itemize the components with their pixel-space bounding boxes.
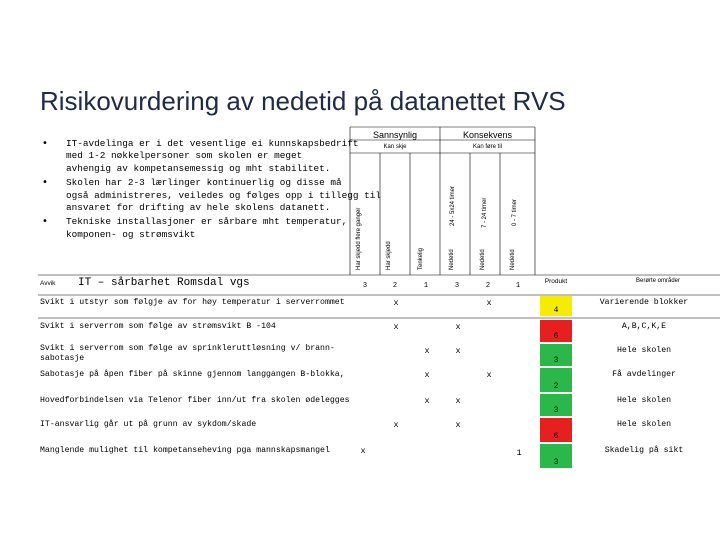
row-label: sabotasje [40, 354, 85, 363]
col-label-6: Nedetid [510, 249, 516, 270]
bullet-line: Skolen har 2-3 lærlinger kontinuerlig og disse må [66, 177, 342, 189]
berorte-value: Hele skolen [616, 420, 672, 429]
row-mark: x [393, 322, 399, 332]
col-number: 2 [392, 282, 398, 290]
col-label-3: Tenkelig [418, 247, 424, 270]
col-sublabel-6: 0 - 7 timer [512, 198, 518, 226]
row-mark: x [486, 370, 492, 380]
produkt-value: 3 [553, 406, 559, 415]
col-number: 1 [515, 282, 521, 290]
sub-konsekvens: Kan føre til [472, 144, 502, 150]
col-number: 1 [423, 282, 429, 290]
group-konsekvens: Konsekvens [462, 130, 513, 140]
bullet-item [42, 177, 382, 214]
row-label: Manglende mulighet til kompetanseheving pga mannskapsmangel [40, 446, 330, 455]
bullet-line: komponen- og strømsvikt [66, 228, 196, 240]
berorte-value: Skadelig på sikt [604, 446, 684, 455]
produkt-value: 6 [553, 332, 559, 341]
berorte-value: Varierende blokker [599, 298, 689, 307]
row-label: Svikt i serverrom som følge av strømsvikt B -104 [40, 322, 276, 331]
col-sublabel-4: 24 - 5x24 timer [450, 185, 456, 226]
row-mark: x [486, 298, 492, 308]
bullet-dot-icon: • [42, 177, 48, 189]
bullet-dot-icon: • [42, 138, 48, 149]
row-mark: x [455, 396, 461, 406]
row-mark: x [393, 420, 399, 430]
berorte-label: Berørte områder [635, 278, 680, 284]
bullet-item [42, 138, 359, 175]
col-label-2: Har skjedd [386, 241, 392, 270]
berorte-value: Hele skolen [616, 396, 672, 405]
col-label-1: Har skjedd flere ganger [356, 207, 362, 270]
col-number: 3 [362, 282, 368, 290]
bullet-line: avhengig av kompetansemessig og mht stabilitet. [66, 162, 331, 174]
row-mark: x [455, 420, 461, 430]
col-label-5: Nedetid [480, 249, 486, 270]
produkt-label: Produkt [544, 278, 568, 285]
berorte-value: Få avdelinger [612, 370, 676, 379]
col-label-4: Nedetid [449, 249, 455, 270]
produkt-value: 3 [553, 458, 559, 467]
row-mark: x [424, 370, 430, 380]
row-mark: x [424, 346, 430, 356]
row-label: IT-ansvarlig går ut på grunn av sykdom/skade [40, 420, 257, 429]
row-mark: x [455, 322, 461, 332]
sub-sannsynlig: Kan skje [383, 144, 407, 150]
bullet-line: IT-avdelinga er i det vesentlige ei kunnskapsbedrift [66, 138, 359, 149]
avvik-label: Avvik [40, 280, 56, 287]
bullet-dot-icon: • [42, 216, 48, 228]
row-label: Sabotasje på åpen fiber på skinne gjennom langgangen B-blokka, [40, 370, 345, 379]
page-title: Risikovurdering av nedetid på datanettet RVS [40, 86, 566, 116]
bullet-line: også administreres, veiledes og følges opp i tillegg til [66, 189, 382, 201]
row-label: Svikt i utstyr som følgje av for høy temperatur i serverrommet [40, 298, 345, 307]
bullet-line: med 1-2 nøkkelpersoner som skolen er meget [66, 150, 303, 162]
berorte-value: Hele skolen [616, 346, 672, 355]
col-number: 2 [485, 282, 491, 290]
row-mark: x [393, 298, 399, 308]
row-mark: x [455, 346, 461, 356]
bullet-line: Tekniske installasjoner er sårbare mht temperatur, [66, 216, 348, 228]
bullet-line: ansvaret for drifting av hele skolens datanett. [66, 202, 331, 214]
produkt-value: 6 [553, 432, 559, 441]
row-label: Svikt i serverrom som følge av sprinkleruttløsning v/ brann- [40, 344, 335, 353]
berorte-value: A,B,C,K,E [621, 322, 667, 331]
row-mark: 1 [516, 448, 522, 458]
row-mark: x [360, 446, 366, 456]
col-number: 3 [454, 282, 460, 290]
col-sublabel-5: 7 - 24 timer [482, 197, 488, 228]
bullet-item [42, 216, 348, 241]
row-label: Hovedforbindelsen via Telenor fiber inn/ut fra skolen ødelegges [40, 396, 350, 405]
group-sannsynlig: Sannsynlig [372, 130, 418, 140]
produkt-value: 3 [553, 356, 559, 365]
row-mark: x [424, 396, 430, 406]
produkt-value: 4 [553, 306, 559, 315]
table-header-title: IT – sårbarhet Romsdal vgs [78, 277, 250, 289]
produkt-value: 2 [553, 382, 559, 391]
